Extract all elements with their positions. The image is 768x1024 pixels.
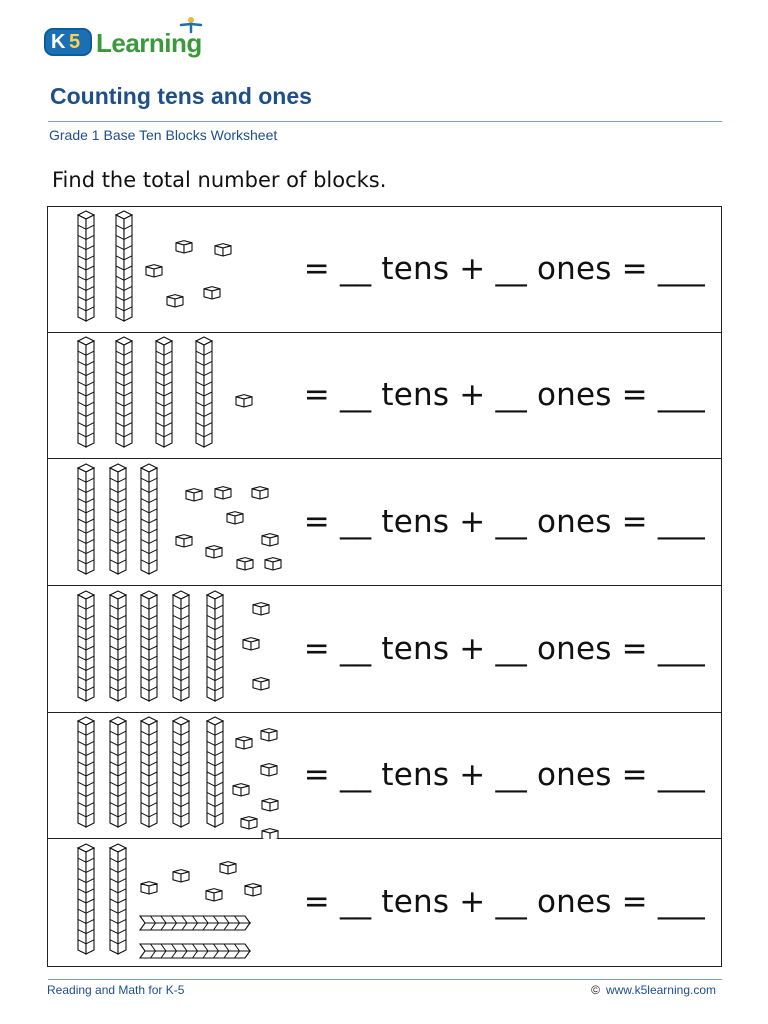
- ten-rod-horizontal: [140, 916, 250, 930]
- unit-cube: [220, 862, 236, 874]
- header-divider: [48, 121, 722, 122]
- base-ten-blocks: [48, 713, 288, 839]
- equation-blank: = __ tens + __ ones = ___: [303, 377, 705, 413]
- footer-url: www.k5learning.com: [605, 983, 716, 997]
- exercise-row: [48, 333, 721, 459]
- equation-blank: = __ tens + __ ones = ___: [303, 631, 705, 667]
- logo-k-letter: K: [51, 31, 66, 53]
- ten-rod: [110, 844, 126, 954]
- base-ten-blocks: [48, 333, 288, 459]
- exercise-row: [48, 460, 721, 586]
- unit-cube: [261, 729, 277, 741]
- unit-cube: [265, 558, 281, 570]
- ten-rod: [78, 211, 94, 321]
- unit-cube: [245, 884, 261, 896]
- unit-cube: [186, 489, 202, 501]
- exercise-row: [48, 713, 721, 839]
- ten-rod: [207, 591, 223, 701]
- unit-cube: [206, 889, 222, 901]
- ten-rod: [141, 464, 157, 574]
- base-ten-blocks: [48, 460, 288, 586]
- unit-cube: [236, 737, 252, 749]
- unit-cube: [227, 512, 243, 524]
- exercise-row: [48, 207, 721, 333]
- exercise-grid: [47, 206, 722, 967]
- instructions: Find the total number of blocks.: [52, 168, 387, 192]
- unit-cube: [141, 882, 157, 894]
- copyright-symbol: ©: [591, 983, 600, 997]
- ten-rod: [78, 464, 94, 574]
- unit-cube: [176, 535, 192, 547]
- unit-cube: [237, 558, 253, 570]
- page-title: Counting tens and ones: [50, 83, 312, 109]
- footer-divider: [48, 979, 722, 980]
- ten-rod: [78, 717, 94, 827]
- ten-rod: [173, 591, 189, 701]
- unit-cube: [262, 799, 278, 811]
- ten-rod: [116, 211, 132, 321]
- unit-cube: [236, 395, 252, 407]
- logo-5-letter: 5: [69, 31, 81, 53]
- exercise-row: [48, 587, 721, 713]
- unit-cube: [252, 487, 268, 499]
- ten-rod: [141, 591, 157, 701]
- unit-cube: [233, 784, 249, 796]
- unit-cube: [167, 295, 183, 307]
- ten-rod: [78, 844, 94, 954]
- ten-rod: [156, 337, 172, 447]
- unit-cube: [215, 487, 231, 499]
- unit-cube: [241, 817, 257, 829]
- logo-figure-icon: [178, 16, 204, 34]
- unit-cube: [243, 638, 259, 650]
- footer-tagline: Reading and Math for K-5: [47, 983, 185, 997]
- unit-cube: [173, 870, 189, 882]
- ten-rod: [78, 337, 94, 447]
- equation-blank: = __ tens + __ ones = ___: [303, 757, 705, 793]
- base-ten-blocks: [48, 840, 288, 966]
- ten-rod: [141, 717, 157, 827]
- equation-blank: = __ tens + __ ones = ___: [303, 504, 705, 540]
- ten-rod: [110, 464, 126, 574]
- base-ten-blocks: [48, 587, 288, 713]
- ten-rod: [116, 337, 132, 447]
- exercise-row: [48, 840, 721, 966]
- ten-rod-horizontal: [140, 944, 250, 958]
- unit-cube: [146, 265, 162, 277]
- unit-cube: [215, 244, 231, 256]
- page-subtitle: Grade 1 Base Ten Blocks Worksheet: [49, 127, 278, 143]
- ten-rod: [78, 591, 94, 701]
- logo-wordmark: Learning: [96, 28, 202, 58]
- base-ten-blocks: [48, 207, 288, 333]
- unit-cube: [176, 241, 192, 253]
- unit-cube: [253, 678, 269, 690]
- unit-cube: [262, 829, 278, 839]
- ten-rod: [110, 717, 126, 827]
- unit-cube: [262, 534, 278, 546]
- unit-cube: [261, 764, 277, 776]
- ten-rod: [173, 717, 189, 827]
- equation-blank: = __ tens + __ ones = ___: [303, 251, 705, 287]
- k5-learning-logo: [44, 18, 214, 62]
- unit-cube: [204, 287, 220, 299]
- footer-website: [591, 983, 716, 997]
- ten-rod: [110, 591, 126, 701]
- equation-blank: = __ tens + __ ones = ___: [303, 884, 705, 920]
- logo-badge: [44, 28, 92, 56]
- ten-rod: [207, 717, 223, 827]
- unit-cube: [206, 546, 222, 558]
- unit-cube: [253, 603, 269, 615]
- ten-rod: [196, 337, 212, 447]
